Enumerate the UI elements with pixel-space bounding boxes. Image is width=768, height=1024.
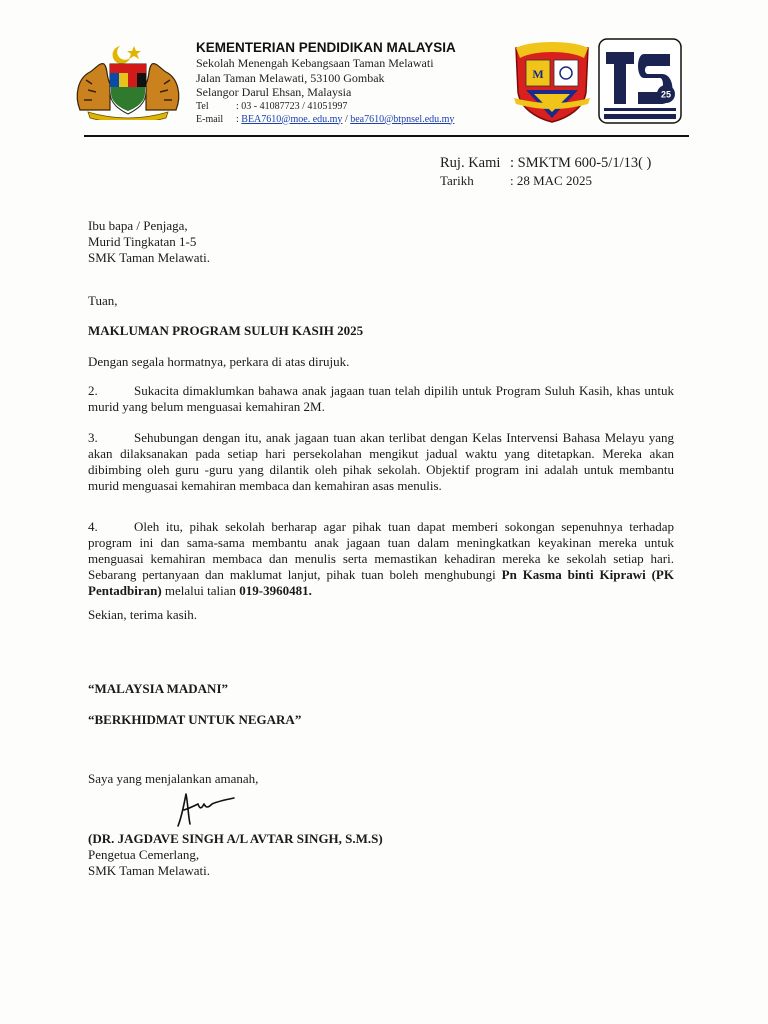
ministry-name: KEMENTERIAN PENDIDIKAN MALAYSIA (196, 40, 456, 55)
address-line-2: Selangor Darul Ehsan, Malaysia (196, 85, 352, 99)
paragraph-number: 3. (88, 430, 98, 445)
closing-line: Sekian, terima kasih. (88, 607, 198, 622)
address-line-1: Jalan Taman Melawati, 53100 Gombak (196, 70, 385, 85)
school-crest-logo (510, 38, 594, 124)
email-prefix: : (236, 113, 242, 125)
email-link-2[interactable]: bea7610@btpnsel.edu.my (350, 113, 455, 125)
reference-label: Ruj. Kami (440, 155, 501, 171)
email-row (196, 113, 506, 126)
reference-value: : SMKTM 600-5/1/13( ) (510, 155, 652, 171)
paragraph-number: 4. (88, 519, 98, 534)
svg-text:M: M (532, 67, 544, 81)
paragraph-number: 2. (88, 383, 98, 398)
paragraph-3 (88, 430, 674, 494)
paragraph-4 (88, 519, 674, 599)
recipient-line-1: Ibu bapa / Penjaga, (88, 218, 188, 233)
letter-subject: MAKLUMAN PROGRAM SULUH KASIH 2025 (88, 323, 364, 338)
motto-malaysia-madani: “MALAYSIA MADANI” (88, 681, 229, 696)
paragraph-text-mid: melalui talian (161, 583, 240, 598)
reference-block (440, 155, 651, 189)
contact-person: Pn Kasma binti Kiprawi (PK Pentadbiran) (88, 567, 674, 598)
salutation: Dengan segala hormatnya, perkara di atas dirujuk. (88, 354, 350, 369)
ts25-logo (598, 38, 682, 124)
telephone-label: Tel (196, 100, 209, 112)
telephone-row (196, 100, 506, 113)
handwritten-signature (168, 786, 248, 830)
signatory-position: Pengetua Cemerlang, (88, 847, 200, 862)
reference-number-row (440, 155, 651, 172)
letterhead (196, 40, 506, 126)
email-label: E-mail (196, 113, 224, 125)
signatory-name: (DR. JAGDAVE SINGH A/L AVTAR SINGH, S.M.S) (88, 831, 383, 846)
school-name: Sekolah Menengah Kebangsaan Taman Melawati (196, 56, 434, 70)
motto-berkhidmat: “BERKHIDMAT UNTUK NEGARA” (88, 712, 302, 727)
amanah-line: Saya yang menjalankan amanah, (88, 771, 259, 786)
email-link-1[interactable]: BEA7610@moe. edu.my (241, 113, 343, 125)
date-label: Tarikh (440, 173, 474, 188)
letterhead-divider (84, 135, 689, 137)
email-separator: / (342, 113, 351, 125)
recipient-line-3: SMK Taman Melawati. (88, 250, 210, 265)
paragraph-text: Sukacita dimaklumkan bahawa anak jagaan tuan telah dipilih untuk Program Suluh Kasih, khas untuk murid yang belum menguasai kemahiran 2M. (88, 383, 674, 414)
paragraph-text: Sehubungan dengan itu, anak jagaan tuan akan terlibat dengan Kelas Intervensi Bahasa Melayu yang akan dilaksanakan pada setiap hari persekolahan mengikut jadual waktu yang ditetapkan. Mereka akan dibimbing oleh guru -guru yang dilantik oleh pihak sekolah. Objektif program ini adalah untuk membantu murid menguasai kemahiran membaca dan kemahiran asas menulis. (88, 430, 674, 493)
malaysia-coat-of-arms-logo (70, 40, 186, 120)
ts-logo-number: 25 (660, 89, 672, 100)
date-row (440, 172, 651, 189)
paragraph-text: Oleh itu, pihak sekolah berharap agar pihak tuan dapat memberi sokongan sepenuhnya terhadap program ini dan sama-sama membantu anak jagaan tuan dalam meningkatkan keyakinan mereka untuk menguasai kemahiran membaca dan menulis serta memastikan kehadiran mereka ke sekolah setiap hari. Sebarang pertanyaan dan maklumat lanjut, pihak tuan boleh menghubungi (88, 519, 674, 582)
paragraph-2 (88, 383, 674, 415)
signatory-school: SMK Taman Melawati. (88, 863, 210, 878)
recipient-line-2: Murid Tingkatan 1-5 (88, 234, 197, 249)
greeting: Tuan, (88, 293, 118, 308)
date-value: : 28 MAC 2025 (510, 173, 592, 188)
recipient-address (88, 218, 210, 266)
contact-phone: 019-3960481. (239, 583, 312, 598)
telephone-value: : 03 - 41087723 / 41051997 (236, 100, 348, 112)
